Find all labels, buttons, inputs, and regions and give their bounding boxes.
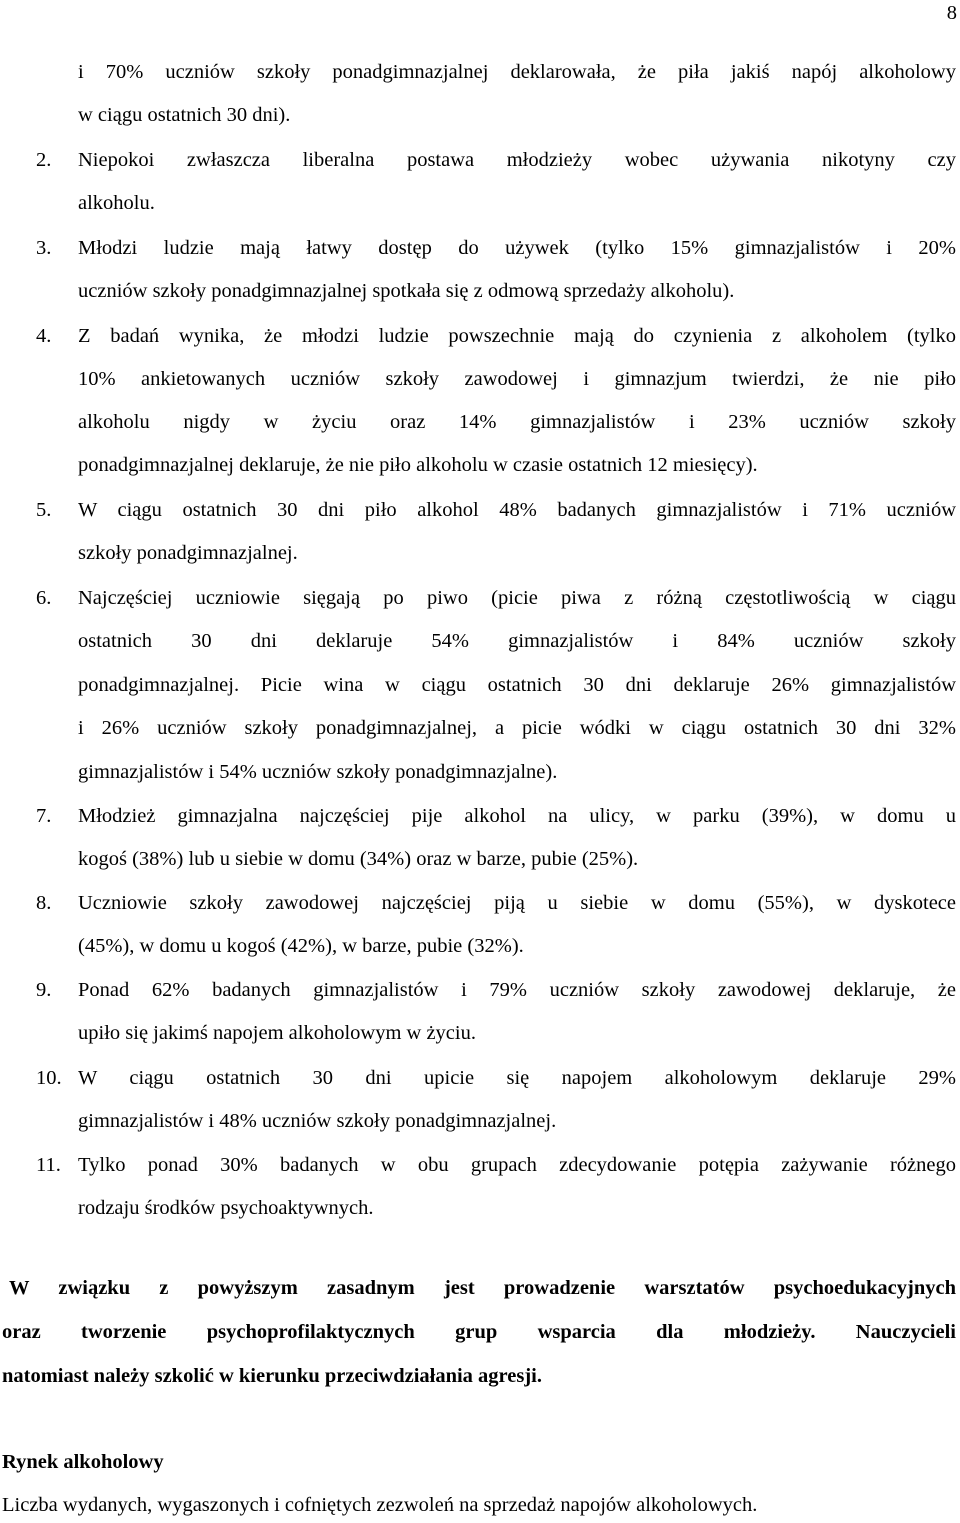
list-item-number: 2. — [36, 149, 52, 171]
list-item-line: W ciągu ostatnich 30 dni piło alkohol 48% badanych gimnazjalistów i 71% uczniów — [78, 499, 956, 521]
list-item-line: Tylko ponad 30% badanych w obu grupach zdecydowanie potępia zażywanie różnego — [78, 1154, 956, 1176]
list-item-line: gimnazjalistów i 48% uczniów szkoły ponadgimnazjalnej. — [78, 1110, 557, 1132]
page-number: 8 — [946, 2, 957, 24]
list-item-number: 8. — [36, 892, 52, 914]
list-item-line: ponadgimnazjalnej. Picie wina w ciągu ostatnich 30 dni deklaruje 26% gimnazjalistów — [78, 674, 956, 696]
list-item-number: 11. — [36, 1154, 61, 1176]
list-item-line: szkoły ponadgimnazjalnej. — [78, 542, 298, 564]
list-item-line: kogoś (38%) lub u siebie w domu (34%) oraz w barze, pubie (25%). — [78, 848, 639, 870]
list-item-line: i 70% uczniów szkoły ponadgimnazjalnej deklarowała, że piła jakiś napój alkoholowy — [78, 61, 956, 83]
list-item-line: gimnazjalistów i 54% uczniów szkoły ponadgimnazjalne). — [78, 761, 558, 783]
list-item-line: (45%), w domu u kogoś (42%), w barze, pubie (32%). — [78, 935, 524, 957]
list-item-line: Młodzież gimnazjalna najczęściej pije alkohol na ulicy, w parku (39%), w domu u — [78, 805, 956, 827]
list-item-line: w ciągu ostatnich 30 dni). — [78, 104, 291, 126]
list-item-line: W ciągu ostatnich 30 dni upicie się napojem alkoholowym deklaruje 29% — [78, 1067, 956, 1089]
list-item-number: 10. — [36, 1067, 62, 1089]
list-item-line: Uczniowie szkoły zawodowej najczęściej piją u siebie w domu (55%), w dyskotece — [78, 892, 956, 914]
list-item-line: i 26% uczniów szkoły ponadgimnazjalnej, a picie wódki w ciągu ostatnich 30 dni 32% — [78, 717, 956, 739]
list-item-line: alkoholu. — [78, 192, 155, 214]
list-item-line: uczniów szkoły ponadgimnazjalnej spotkała się z odmową sprzedaży alkoholu). — [78, 280, 735, 302]
list-item-line: rodzaju środków psychoaktywnych. — [78, 1197, 374, 1219]
list-item-line: Z badań wynika, że młodzi ludzie powszechnie mają do czynienia z alkoholem (tylko — [78, 325, 956, 347]
list-item-line: Niepokoi zwłaszcza liberalna postawa młodzieży wobec używania nikotyny czy — [78, 149, 956, 171]
list-item-number: 3. — [36, 237, 52, 259]
list-item-number: 6. — [36, 587, 52, 609]
conclusion-line: natomiast należy szkolić w kierunku przeciwdziałania agresji. — [2, 1365, 543, 1387]
list-item-line: upiło się jakimś napojem alkoholowym w życiu. — [78, 1022, 476, 1044]
list-item-line: Młodzi ludzie mają łatwy dostęp do używek (tylko 15% gimnazjalistów i 20% — [78, 237, 956, 259]
list-item-line: 10% ankietowanych uczniów szkoły zawodowej i gimnazjum twierdzi, że nie piło — [78, 368, 956, 390]
list-item-number: 7. — [36, 805, 52, 827]
table-caption: Liczba wydanych, wygaszonych i cofniętych zezwoleń na sprzedaż napojów alkoholowych. — [2, 1494, 758, 1516]
list-item-line: alkoholu nigdy w życiu oraz 14% gimnazjalistów i 23% uczniów szkoły — [78, 411, 956, 433]
list-item-line: ostatnich 30 dni deklaruje 54% gimnazjalistów i 84% uczniów szkoły — [78, 630, 956, 652]
list-item-number: 4. — [36, 325, 52, 347]
conclusion-line: oraz tworzenie psychoprofilaktycznych grup wsparcia dla młodzieży. Nauczycieli — [2, 1321, 956, 1343]
conclusion-line: W związku z powyższym zasadnym jest prowadzenie warsztatów psychoedukacyjnych — [9, 1277, 956, 1299]
list-item-line: Ponad 62% badanych gimnazjalistów i 79% uczniów szkoły zawodowej deklaruje, że — [78, 979, 956, 1001]
section-heading: Rynek alkoholowy — [2, 1451, 164, 1473]
list-item-number: 5. — [36, 499, 52, 521]
list-item-line: Najczęściej uczniowie sięgają po piwo (picie piwa z różną częstotliwością w ciągu — [78, 587, 956, 609]
list-item-number: 9. — [36, 979, 52, 1001]
list-item-line: ponadgimnazjalnej deklaruje, że nie piło alkoholu w czasie ostatnich 12 miesięcy). — [78, 454, 758, 476]
